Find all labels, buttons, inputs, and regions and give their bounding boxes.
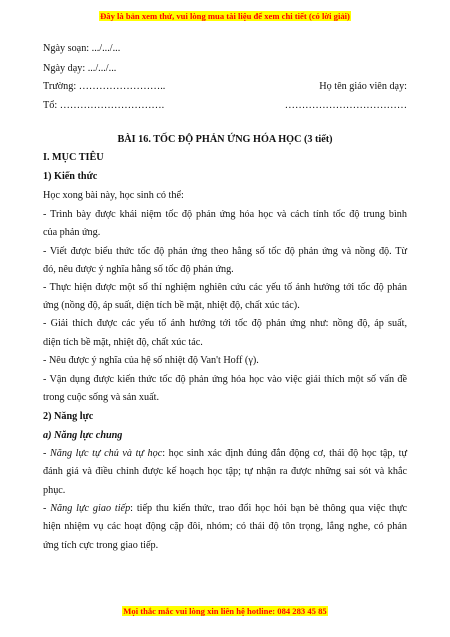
subsection-kien-thuc: 1) Kiến thức bbox=[43, 171, 98, 182]
objective-line: diện tích bề mặt, nhiệt độ, chất xúc tác. bbox=[43, 337, 203, 348]
objective-line: của phản ứng. bbox=[43, 227, 101, 238]
objective-line: - Trình bày được khái niệm tốc độ phản ứng hóa học và cách tính tốc độ trung bình bbox=[43, 209, 407, 220]
intro-text: Học xong bài này, học sinh có thể: bbox=[43, 190, 184, 201]
hotline-banner-text: Mọi thắc mắc vui lòng xin liên hệ hotline: 084 283 45 85 bbox=[123, 606, 327, 616]
truong: Trường: …………………….. bbox=[43, 81, 166, 92]
objective-line: - Thực hiện được một số thí nghiệm nghiên cứu các yếu tố ảnh hưởng tới tốc độ phản bbox=[43, 282, 407, 293]
to-row bbox=[43, 99, 407, 112]
nang-luc-giao-tiep-label: - Năng lực giao tiếp bbox=[43, 503, 131, 514]
subsection-nang-luc: 2) Năng lực bbox=[43, 411, 94, 422]
nang-luc-line: hiện nhiệm vụ các hoạt động cặp đôi, nhóm; có thái độ tôn trọng, lắng nghe, có phản bbox=[43, 521, 407, 532]
section-muc-tieu: I. MỤC TIÊU bbox=[43, 152, 104, 163]
ho-ten-dots: ……………………………… bbox=[284, 100, 407, 111]
lesson-title: BÀI 16. TỐC ĐỘ PHẢN ỨNG HÓA HỌC (3 tiết) bbox=[117, 134, 333, 145]
nang-luc-line: phục. bbox=[43, 485, 66, 496]
nang-luc-line: đánh giá và điều chỉnh được kế hoạch học tập; tự nhận ra được những sai sót và khắc bbox=[43, 466, 407, 477]
objective-line: - Vận dụng được kiến thức tốc độ phản ứng hóa học vào việc giải thích một số vấn đề bbox=[43, 374, 407, 385]
subsection-nang-luc-chung: a) Năng lực chung bbox=[43, 430, 123, 441]
preview-banner bbox=[0, 11, 450, 21]
truong-row bbox=[43, 80, 407, 93]
ngay-soan: Ngày soạn: .../.../... bbox=[43, 43, 121, 54]
nang-luc-line: ứng tích cực trong giao tiếp. bbox=[43, 540, 159, 551]
objective-line: - Giải thích được các yếu tố ảnh hưởng tới tốc độ phản ứng như: nồng độ, áp suất, bbox=[43, 318, 407, 329]
objective-line: - Nêu được ý nghĩa của hệ số nhiệt độ Van't Hoff (γ). bbox=[43, 355, 259, 366]
nang-luc-giao-tiep-text: : tiếp thu kiến thức, trao đổi học hỏi bạn bè thông qua việc thực bbox=[130, 503, 408, 514]
nang-luc-line bbox=[43, 502, 407, 515]
objective-line: đó, nêu được ý nghĩa hằng số tốc độ phản ứng. bbox=[43, 264, 234, 275]
to: Tổ: …………………………. bbox=[43, 100, 165, 111]
nang-luc-line bbox=[43, 447, 407, 460]
objective-line: ứng (nồng độ, áp suất, diện tích bề mặt, nhiệt độ, chất xúc tác). bbox=[43, 300, 300, 311]
nang-luc-tu-chu-text: : học sinh xác định đúng đắn động cơ, thái độ học tập, tự bbox=[162, 448, 407, 459]
objective-line: - Viết được biểu thức tốc độ phản ứng theo hằng số tốc độ phản ứng và nồng độ. Từ bbox=[43, 246, 407, 257]
preview-banner-text: Đây là bản xem thử, vui lòng mua tài liệu để xem chi tiết (có lời giải) bbox=[100, 11, 350, 21]
ho-ten-giao-vien: Họ tên giáo viên dạy: bbox=[319, 81, 407, 92]
nang-luc-tu-chu-label: - Năng lực tự chủ và tự học bbox=[43, 448, 163, 459]
objective-line: trong cuộc sống và sản xuất. bbox=[43, 392, 159, 403]
ngay-day: Ngày dạy: .../.../... bbox=[43, 63, 117, 74]
hotline-banner bbox=[0, 606, 450, 616]
